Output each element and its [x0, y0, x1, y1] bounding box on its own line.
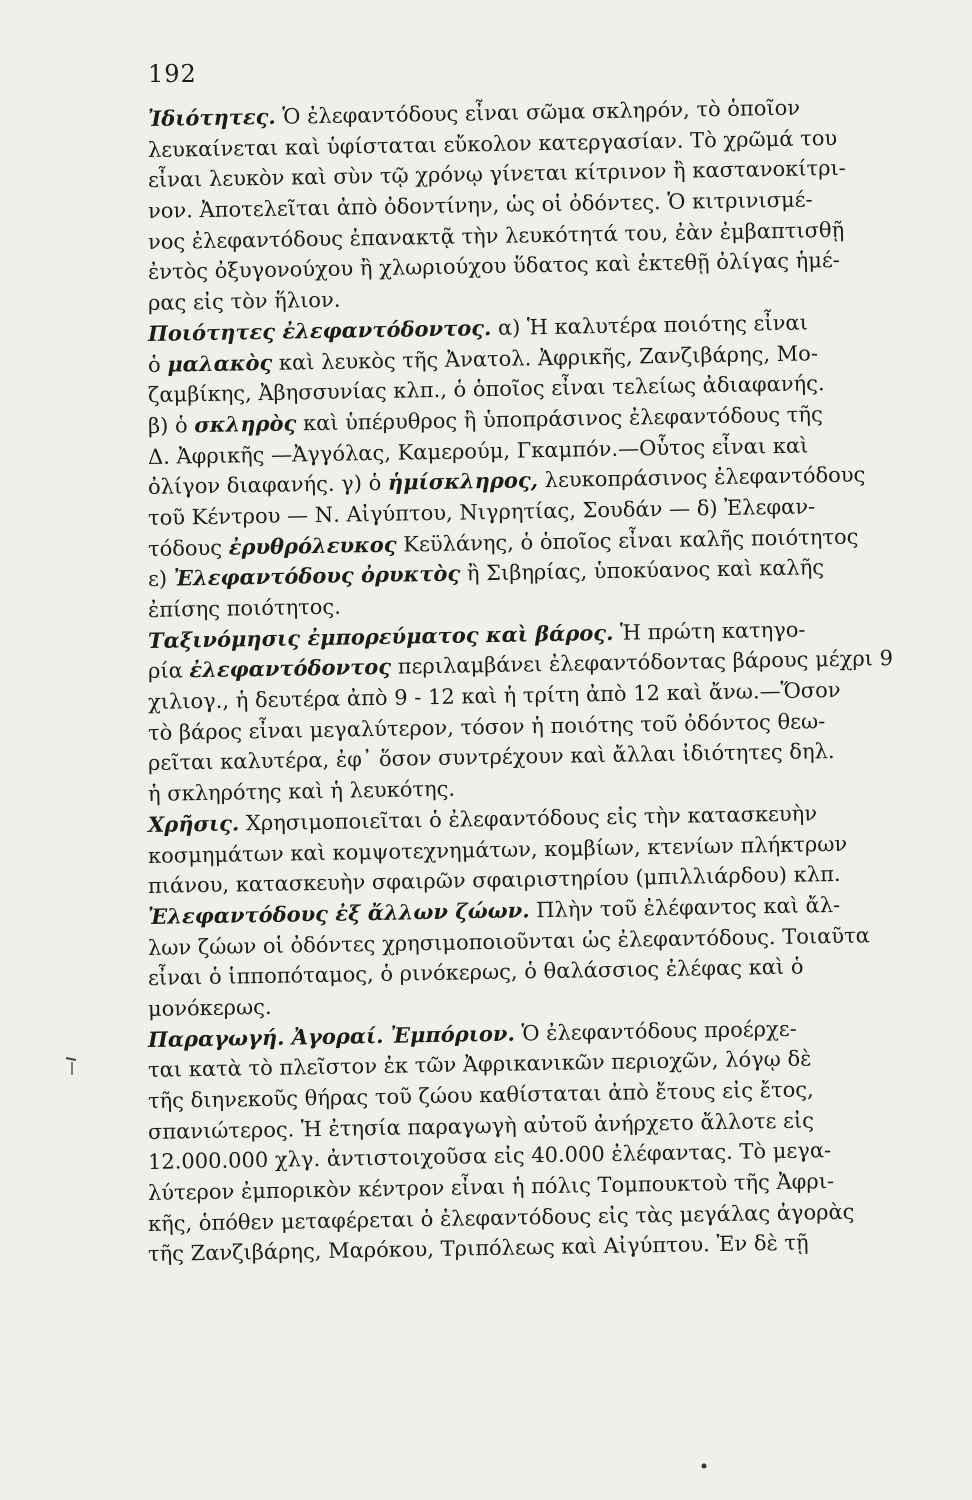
text-run: Δ. Ἀφρικῆς —Ἀγγόλας, Καμερούμ, Γκαμπόν.—Οὗτος εἶναι καὶ — [147, 433, 809, 469]
text-run: νος ἐλεφαντόδους ἐπανακτᾷ τὴν λευκότητά του, ἐὰν ἐμβαπτισθῇ — [147, 217, 845, 254]
margin-mark — [66, 1058, 76, 1060]
text-run: Ὁ ἐλεφαντόδους προέρχε- — [514, 1016, 797, 1046]
text-run: λύτερον ἐμπορικὸν κέντρον εἶναι ἡ πόλις Τομπουκτοὺ τῆς Ἀφρι- — [147, 1169, 835, 1206]
text-run: νον. Ἀποτελεῖται ἀπὸ ὀδοντίνην, ὡς οἱ ὀδόντες. Ὁ κιτρινισμέ- — [147, 187, 813, 224]
text-run: ἢ Σιβηρίας, ὑποκύανος καὶ καλῆς — [460, 555, 825, 586]
text-run: σπανιώτερος. Ἡ ἐτησία παραγωγὴ αὐτοῦ ἀνήρχετο ἄλλοτε εἰς — [147, 1108, 815, 1144]
text-run: Κεϋλάνης, ὁ ὁποῖος εἶναι καλῆς ποιότητος — [396, 524, 859, 557]
text-run: λευκαίνεται καὶ ὑφίσταται εὔκολον κατεργασίαν. Τὸ χρῶμά του — [147, 125, 838, 162]
text-run: ρεῖται καλυτέρα, ἐφ᾽ ὅσον συντρέχουν καὶ ἄλλαι ἰδιότητες δηλ. — [147, 739, 835, 776]
emphasized-term: σκληρὸς — [194, 410, 297, 438]
text-run: Ἡ πρώτη κατηγο- — [613, 617, 806, 645]
text-run: μονόκερως. — [147, 994, 272, 1021]
text-run: Ὁ ἐλεφαντόδους εἶναι σῶμα σκληρόν, τὸ ὁποῖον — [275, 95, 801, 129]
text-run: ε) — [147, 566, 174, 592]
section-heading: Ταξινόμησις ἐμπορεύματος καὶ βάρος. — [147, 619, 614, 653]
text-run: ἐπίσης ποιότητος. — [147, 594, 342, 622]
emphasized-term: ἡμίσκληρος, — [387, 467, 539, 496]
text-run: Πλὴν τοῦ ἐλέφαντος καὶ ἄλ- — [529, 892, 841, 923]
text-run: κῆς, ὁπόθεν μεταφέρεται ὁ ἐλεφαντόδους εἰς τὰς μεγάλας ἀγορὰς — [147, 1199, 855, 1236]
text-run: ρας εἰς τὸν ἥλιον. — [147, 287, 341, 316]
text-run: καὶ ὑπέρυθρος ἢ ὑποπράσινος ἐλεφαντόδους τῆς — [296, 402, 823, 436]
section-heading: Ἰδιότητες. — [147, 103, 276, 131]
text-run: χιλιογ., ἡ δευτέρα ἀπὸ 9 - 12 καὶ ἡ τρίτη ἀπὸ 12 καὶ ἄνω.—Ὅσον — [147, 677, 841, 715]
emphasized-term: μαλακὸς — [167, 349, 273, 377]
section-heading: Χρῆσις. — [147, 810, 240, 837]
text-run: ὁ — [147, 352, 168, 377]
text-run: ται κατὰ τὸ πλεῖστον ἐκ τῶν Ἀφρικανικῶν περιοχῶν, λόγῳ δὲ — [147, 1046, 812, 1083]
section-heading: Ποιότητες ἐλεφαντόδοντος. — [147, 314, 492, 346]
text-run: εἶναι ὁ ἱπποπόταμος, ὁ ρινόκερως, ὁ θαλάσσιος ἐλέφας καὶ ὁ — [147, 954, 804, 991]
text-run: τόδους — [147, 535, 229, 561]
text-run: καὶ λευκὸς τῆς Ἀνατολ. Ἀφρικῆς, Ζανζιβάρης, Μο- — [272, 340, 819, 375]
text-run: λων ζώων οἱ ὀδόντες χρησιμοποιοῦνται ὡς ἐλεφαντόδους. Τοιαῦτα — [147, 922, 871, 960]
text-run: τοῦ Κέντρου — Ν. Αἰγύπτου, Νιγρητίας, Σουδάν — δ) Ἐλεφαν- — [147, 494, 816, 530]
text-run: 12.000.000 χλγ. ἀντιστοιχοῦσα εἰς 40.000 ἐλέφαντας. Τὸ μεγα- — [147, 1138, 832, 1175]
text-run: κοσμημάτων καὶ κομψοτεχνημάτων, κομβίων, κτενίων πλήκτρων — [147, 831, 848, 868]
text-run: α) Ἡ καλυτέρα ποιότης εἶναι — [491, 310, 809, 340]
text-run: λευκοπράσινος ἐλεφαντόδους — [537, 462, 866, 493]
text-run: ὀλίγον διαφανής. γ) ὁ — [147, 471, 389, 500]
emphasized-term: ἐρυθρόλευκος — [228, 531, 397, 560]
text-run: τῆς διηνεκοῦς θήρας τοῦ ζώου καθίσταται ἀπὸ ἔτους εἰς ἔτος, — [147, 1077, 814, 1113]
text-run: ἐντὸς ὀξυγονούχου ἢ χλωριούχου ὕδατος καὶ ἐκτεθῇ ὀλίγας ἡμέ- — [147, 248, 841, 285]
emphasized-term: ἐλεφαντόδοντος — [189, 654, 392, 683]
text-run: Χρησιμοποιεῖται ὁ ἐλεφαντόδους εἰς τὴν κατασκευὴν — [239, 801, 818, 836]
text-run: ρία — [147, 658, 190, 684]
page-number: 192 — [148, 60, 197, 88]
text-run: τῆς Ζανζιβάρης, Μαρόκου, Τριπόλεως καὶ Αἰγύπτου. Ἐν δὲ τῇ — [147, 1230, 809, 1267]
emphasized-term: Ἐλεφαντόδους ὀρυκτὸς — [173, 560, 461, 591]
ink-speck — [702, 1464, 707, 1469]
text-run: ζαμβίκης, Ἀβησσυνίας κλπ., ὁ ὁποῖος εἶναι τελείως ἀδιαφανής. — [147, 371, 825, 408]
text-run: εἶναι λευκὸν καὶ σὺν τῷ χρόνῳ γίνεται κίτρινον ἢ καστανοκίτρι- — [147, 156, 847, 193]
text-run: τὸ βάρος εἶναι μεγαλύτερον, τόσον ἡ ποιότης τοῦ ὀδόντος θεω- — [147, 708, 826, 745]
text-run: πιάνου, κατασκευὴν σφαιρῶν σφαιριστηρίου (μπιλλιάρδου) κλπ. — [147, 862, 841, 899]
text-run: β) ὁ — [147, 413, 195, 438]
section-heading: Παραγωγή. Ἀγοραί. Ἐμπόριον. — [147, 1020, 515, 1052]
section-heading: Ἐλεφαντόδους ἐξ ἄλλων ζώων. — [147, 897, 530, 929]
text-run: περιλαμβάνει ἐλεφαντόδοντας βάρους μέχρι 9 — [390, 646, 894, 680]
text-run: ἡ σκληρότης καὶ ἡ λευκότης. — [147, 776, 456, 807]
